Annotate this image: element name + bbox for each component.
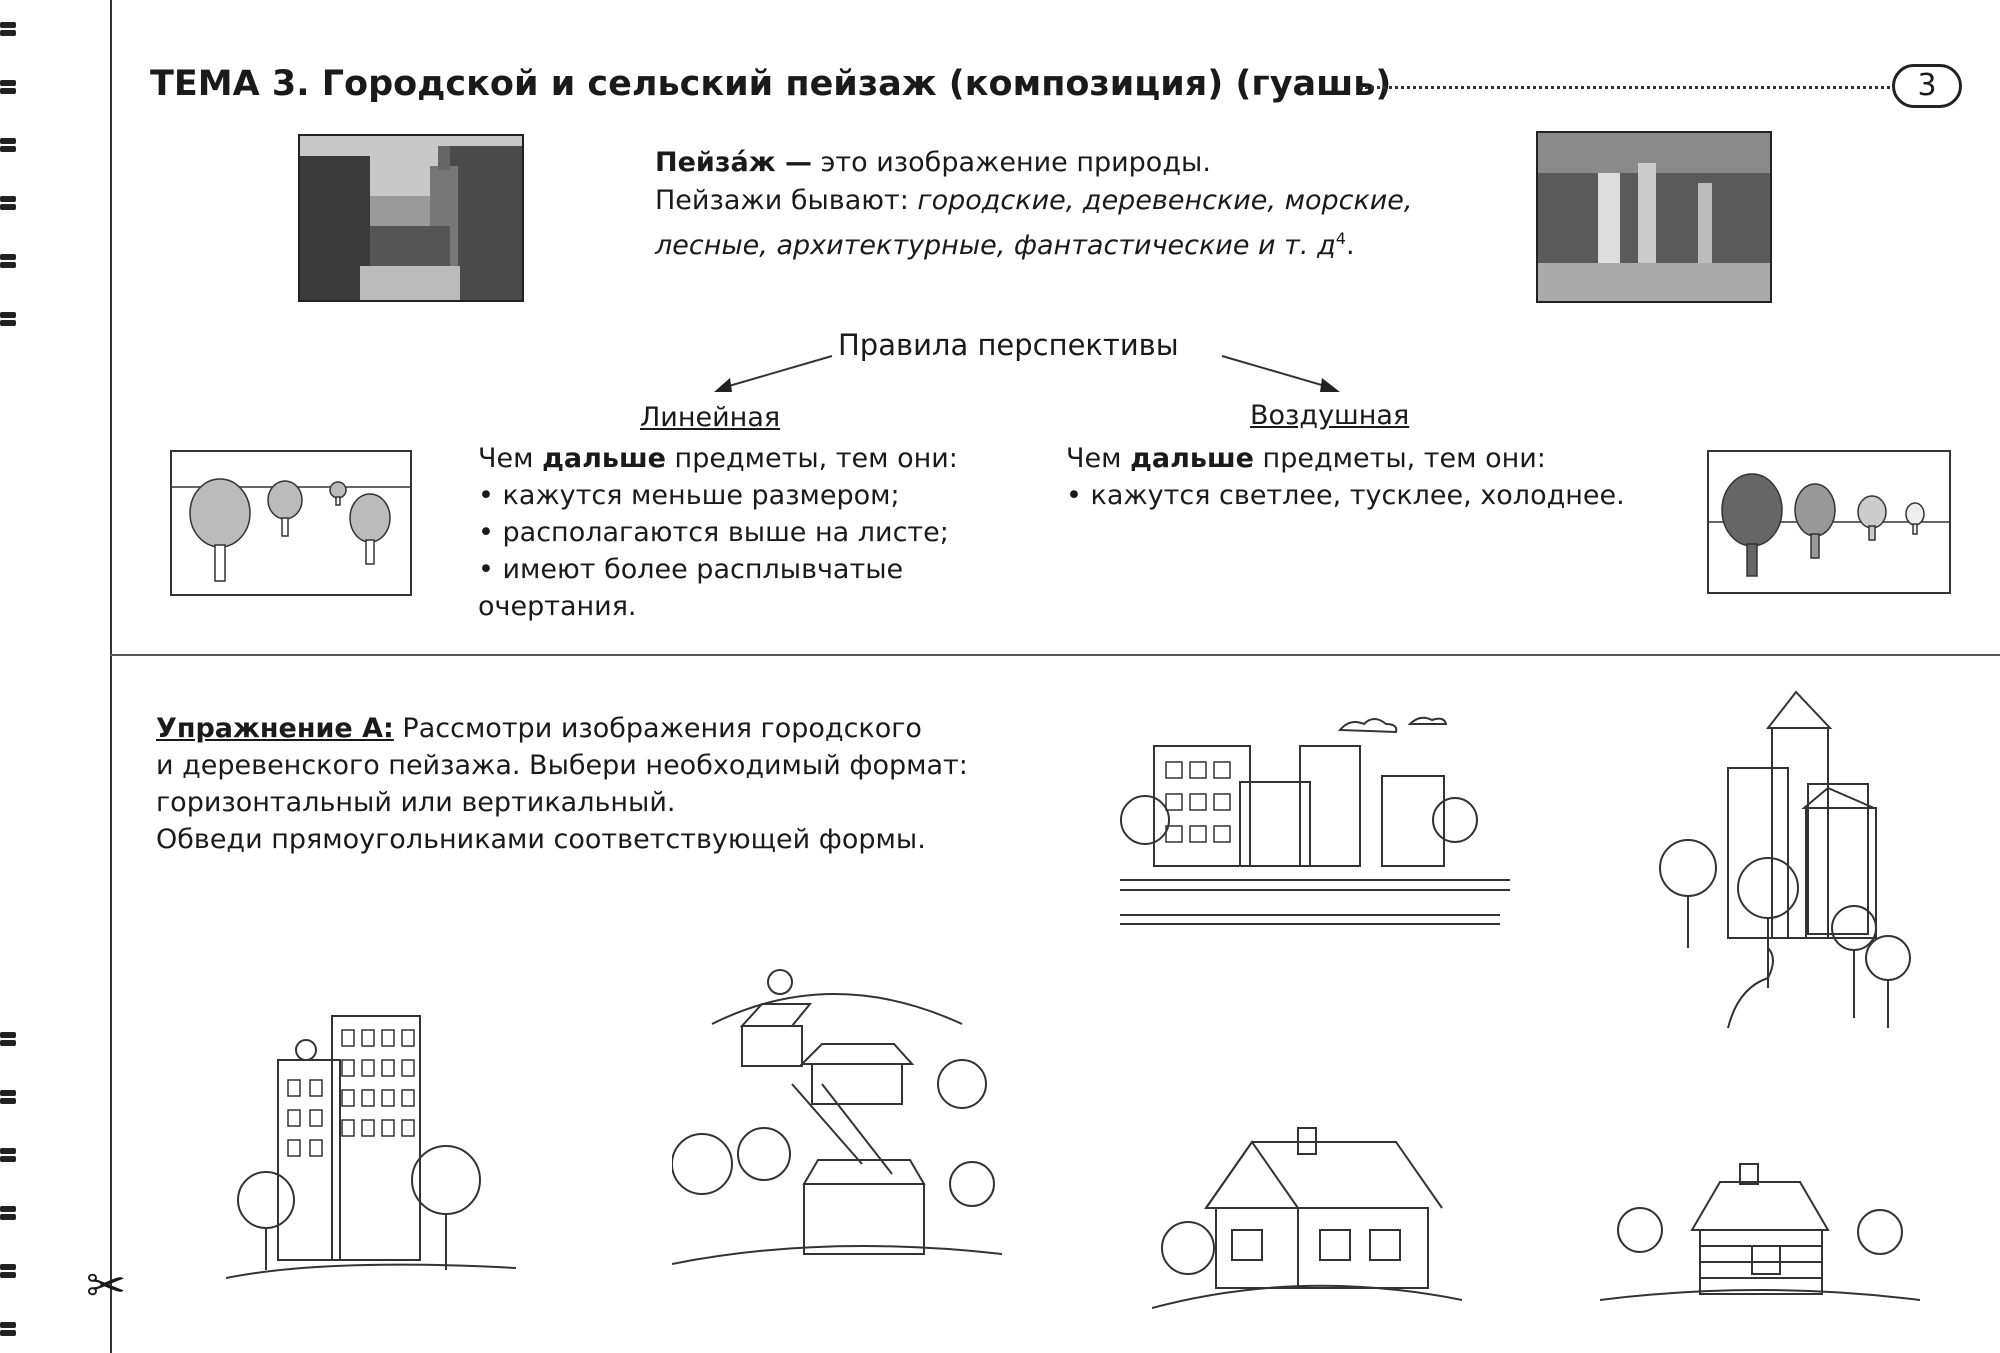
aerial-perspective-title: Воздушная xyxy=(1250,400,1410,431)
aerial-item: • кажутся светлее, тусклее, холоднее. xyxy=(1066,480,1625,511)
perspective-heading: Правила перспективы xyxy=(838,328,1179,362)
title-leader-dots xyxy=(1360,86,1890,89)
exercise-label: Упражнение А: xyxy=(156,713,394,744)
linear-intro-post: предметы, тем они: xyxy=(665,443,958,474)
high-rise-drawing xyxy=(226,1010,526,1300)
definition-term: Пейза́ж — xyxy=(655,147,813,178)
page-number: 3 xyxy=(1892,64,1962,108)
page-title: ТЕМА 3. Городской и сельский пейзаж (композиция) (гуашь) xyxy=(150,64,1392,104)
types-list: городские, деревенские, морские, лесные, архитектурные, фантастические и т. д xyxy=(655,185,1413,261)
aerial-intro-bold: дальше xyxy=(1130,443,1254,474)
exercise-line: Рассмотри изображения городского xyxy=(393,713,922,744)
linear-perspective-text xyxy=(478,440,998,625)
section-divider xyxy=(110,654,2000,656)
linear-perspective-title: Линейная xyxy=(640,402,781,433)
aerial-perspective-illustration xyxy=(1707,450,1951,594)
landscape-definition xyxy=(655,144,1515,265)
margin-line xyxy=(110,0,112,1353)
aerial-intro-post: предметы, тем они: xyxy=(1253,443,1546,474)
city-drawing-vertical xyxy=(1648,688,1928,1038)
scissors-icon: ✂ xyxy=(86,1258,127,1314)
exercise-a xyxy=(156,710,1056,858)
aerial-intro-pre: Чем xyxy=(1066,443,1131,474)
village-hillside-drawing xyxy=(672,964,1002,1284)
linear-item: • кажутся меньше размером; xyxy=(478,480,900,511)
types-intro: Пейзажи бывают: xyxy=(655,185,918,216)
linear-perspective-illustration xyxy=(170,450,412,596)
linear-item: • располагаются выше на листе; xyxy=(478,517,949,548)
types-tail: . xyxy=(1345,230,1355,261)
aerial-perspective-text xyxy=(1066,440,1666,514)
city-drawing-horizontal xyxy=(1110,710,1520,930)
perspective-arrows xyxy=(700,340,1350,400)
exercise-line: и деревенского пейзажа. Выбери необходимый формат: xyxy=(156,750,968,781)
exercise-line: горизонтальный или вертикальный. xyxy=(156,787,676,818)
linear-item: очертания. xyxy=(478,591,637,622)
log-house-drawing xyxy=(1600,1160,1920,1310)
linear-intro-pre: Чем xyxy=(478,443,543,474)
definition-text: это изображение природы. xyxy=(812,147,1211,178)
footnote-mark: 4 xyxy=(1335,229,1346,248)
linear-item: • имеют более расплывчатые xyxy=(478,554,904,585)
city-landscape-photo xyxy=(298,134,524,302)
house-drawing xyxy=(1152,1118,1462,1318)
exercise-line: Обведи прямоугольниками соответствующей формы. xyxy=(156,824,926,855)
forest-landscape-photo xyxy=(1536,131,1772,303)
linear-intro-bold: дальше xyxy=(542,443,666,474)
